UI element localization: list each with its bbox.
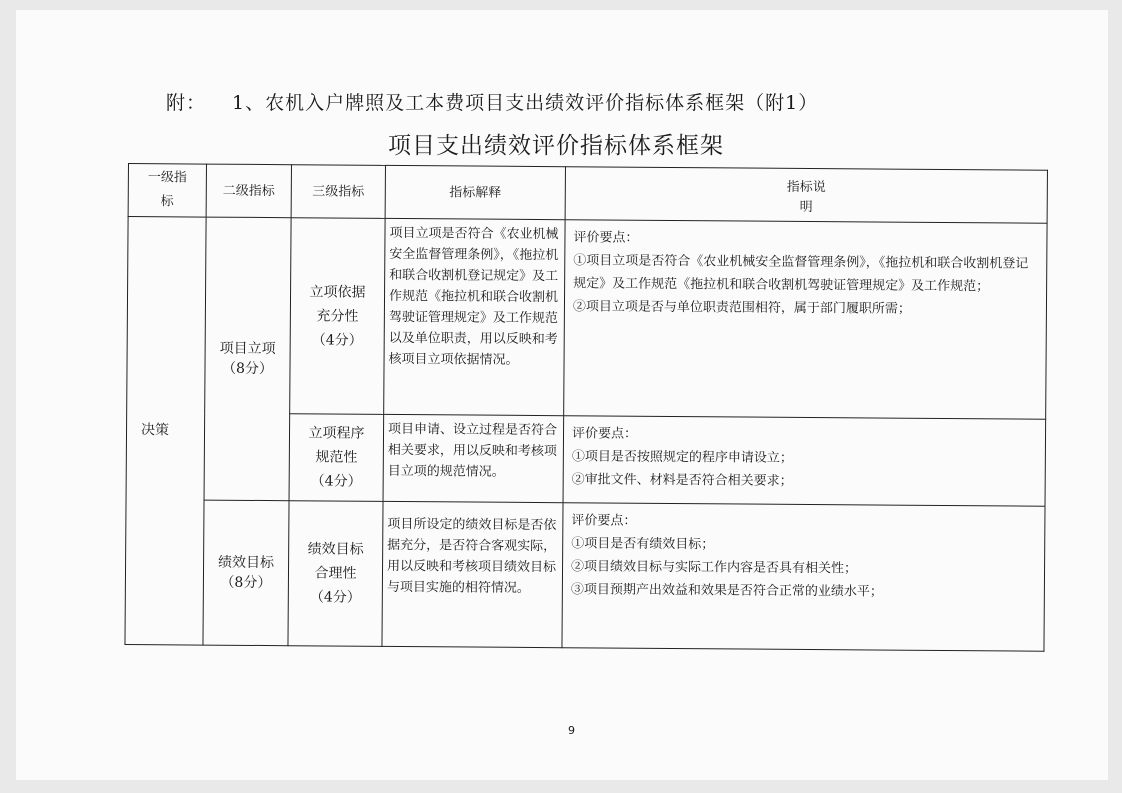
header-level3: 三级指标 (291, 165, 385, 219)
indicator-table (124, 163, 1048, 652)
description-cell (562, 503, 1045, 652)
description-point: ②审批文件、材料是否符合相关要求； (571, 472, 793, 489)
annex-prefix: 附： (166, 92, 207, 114)
document-title: 项目支出绩效评价指标体系框架 (388, 133, 724, 159)
level2-cell: 项目立项（8分） (204, 217, 291, 501)
annex-heading-text: 1、农机入户牌照及工本费项目支出绩效评价指标体系框架（附1） (232, 92, 819, 114)
description-point: ③项目预期产出效益和效果是否符合正常的业绩水平； (570, 582, 883, 600)
description-cell (563, 416, 1046, 507)
description-point: ①项目立项是否符合《农业机械安全监督管理条例》，《拖拉机和联合收割机登记规定》及工作规范《拖拉机和联合收割机驾驶证管理规定》及工作规范； (573, 253, 1029, 295)
level3-cell: 绩效目标合理性（4分） (288, 501, 383, 647)
description-title: 评价要点： (571, 513, 637, 529)
page-number: 9 (568, 724, 575, 737)
description-point: ②项目立项是否与单位职责范围相符，属于部门履职所需； (572, 299, 912, 317)
explanation-cell: 项目立项是否符合《农业机械安全监督管理条例》，《拖拉机和联合收割机登记规定》及工作规范《拖拉机和联合收割机驾驶证管理规定》及工作规范以及单位职责，用以反映和考核项目立项依据情况。 (384, 218, 565, 415)
explanation-cell: 项目所设定的绩效目标是否依据充分，是否符合客观实际，用以反映和考核项目绩效目标与项目实施的相符情况。 (382, 501, 563, 647)
description-point: ①项目是否有绩效目标； (571, 536, 715, 553)
explanation-cell: 项目申请、设立过程是否符合相关要求，用以反映和考核项目立项的规范情况。 (383, 414, 564, 502)
table-row (125, 499, 1045, 651)
table-header-row (128, 164, 1047, 224)
header-level2: 二级指标 (206, 164, 291, 218)
level3-cell: 立项程序规范性（4分） (289, 414, 384, 502)
header-level1: 一级指标 (128, 164, 206, 218)
level2-cell: 绩效目标（8分） (203, 500, 289, 646)
indicator-table-wrapper (124, 163, 1048, 652)
annex-heading (166, 88, 818, 115)
level3-cell: 立项依据充分性（4分） (290, 218, 385, 415)
header-explanation: 指标解释 (385, 165, 565, 219)
description-cell (564, 220, 1047, 420)
description-point: ①项目是否按照规定的程序申请设立； (571, 449, 793, 466)
level1-cell: 决策 (125, 217, 206, 646)
description-point: ②项目绩效目标与实际工作内容是否具有相关性； (570, 559, 858, 577)
description-title: 评价要点： (573, 230, 639, 246)
header-description: 指标说明 (565, 167, 1047, 224)
description-title: 评价要点： (571, 426, 638, 442)
document-page (16, 10, 1108, 780)
table-row (127, 217, 1047, 420)
